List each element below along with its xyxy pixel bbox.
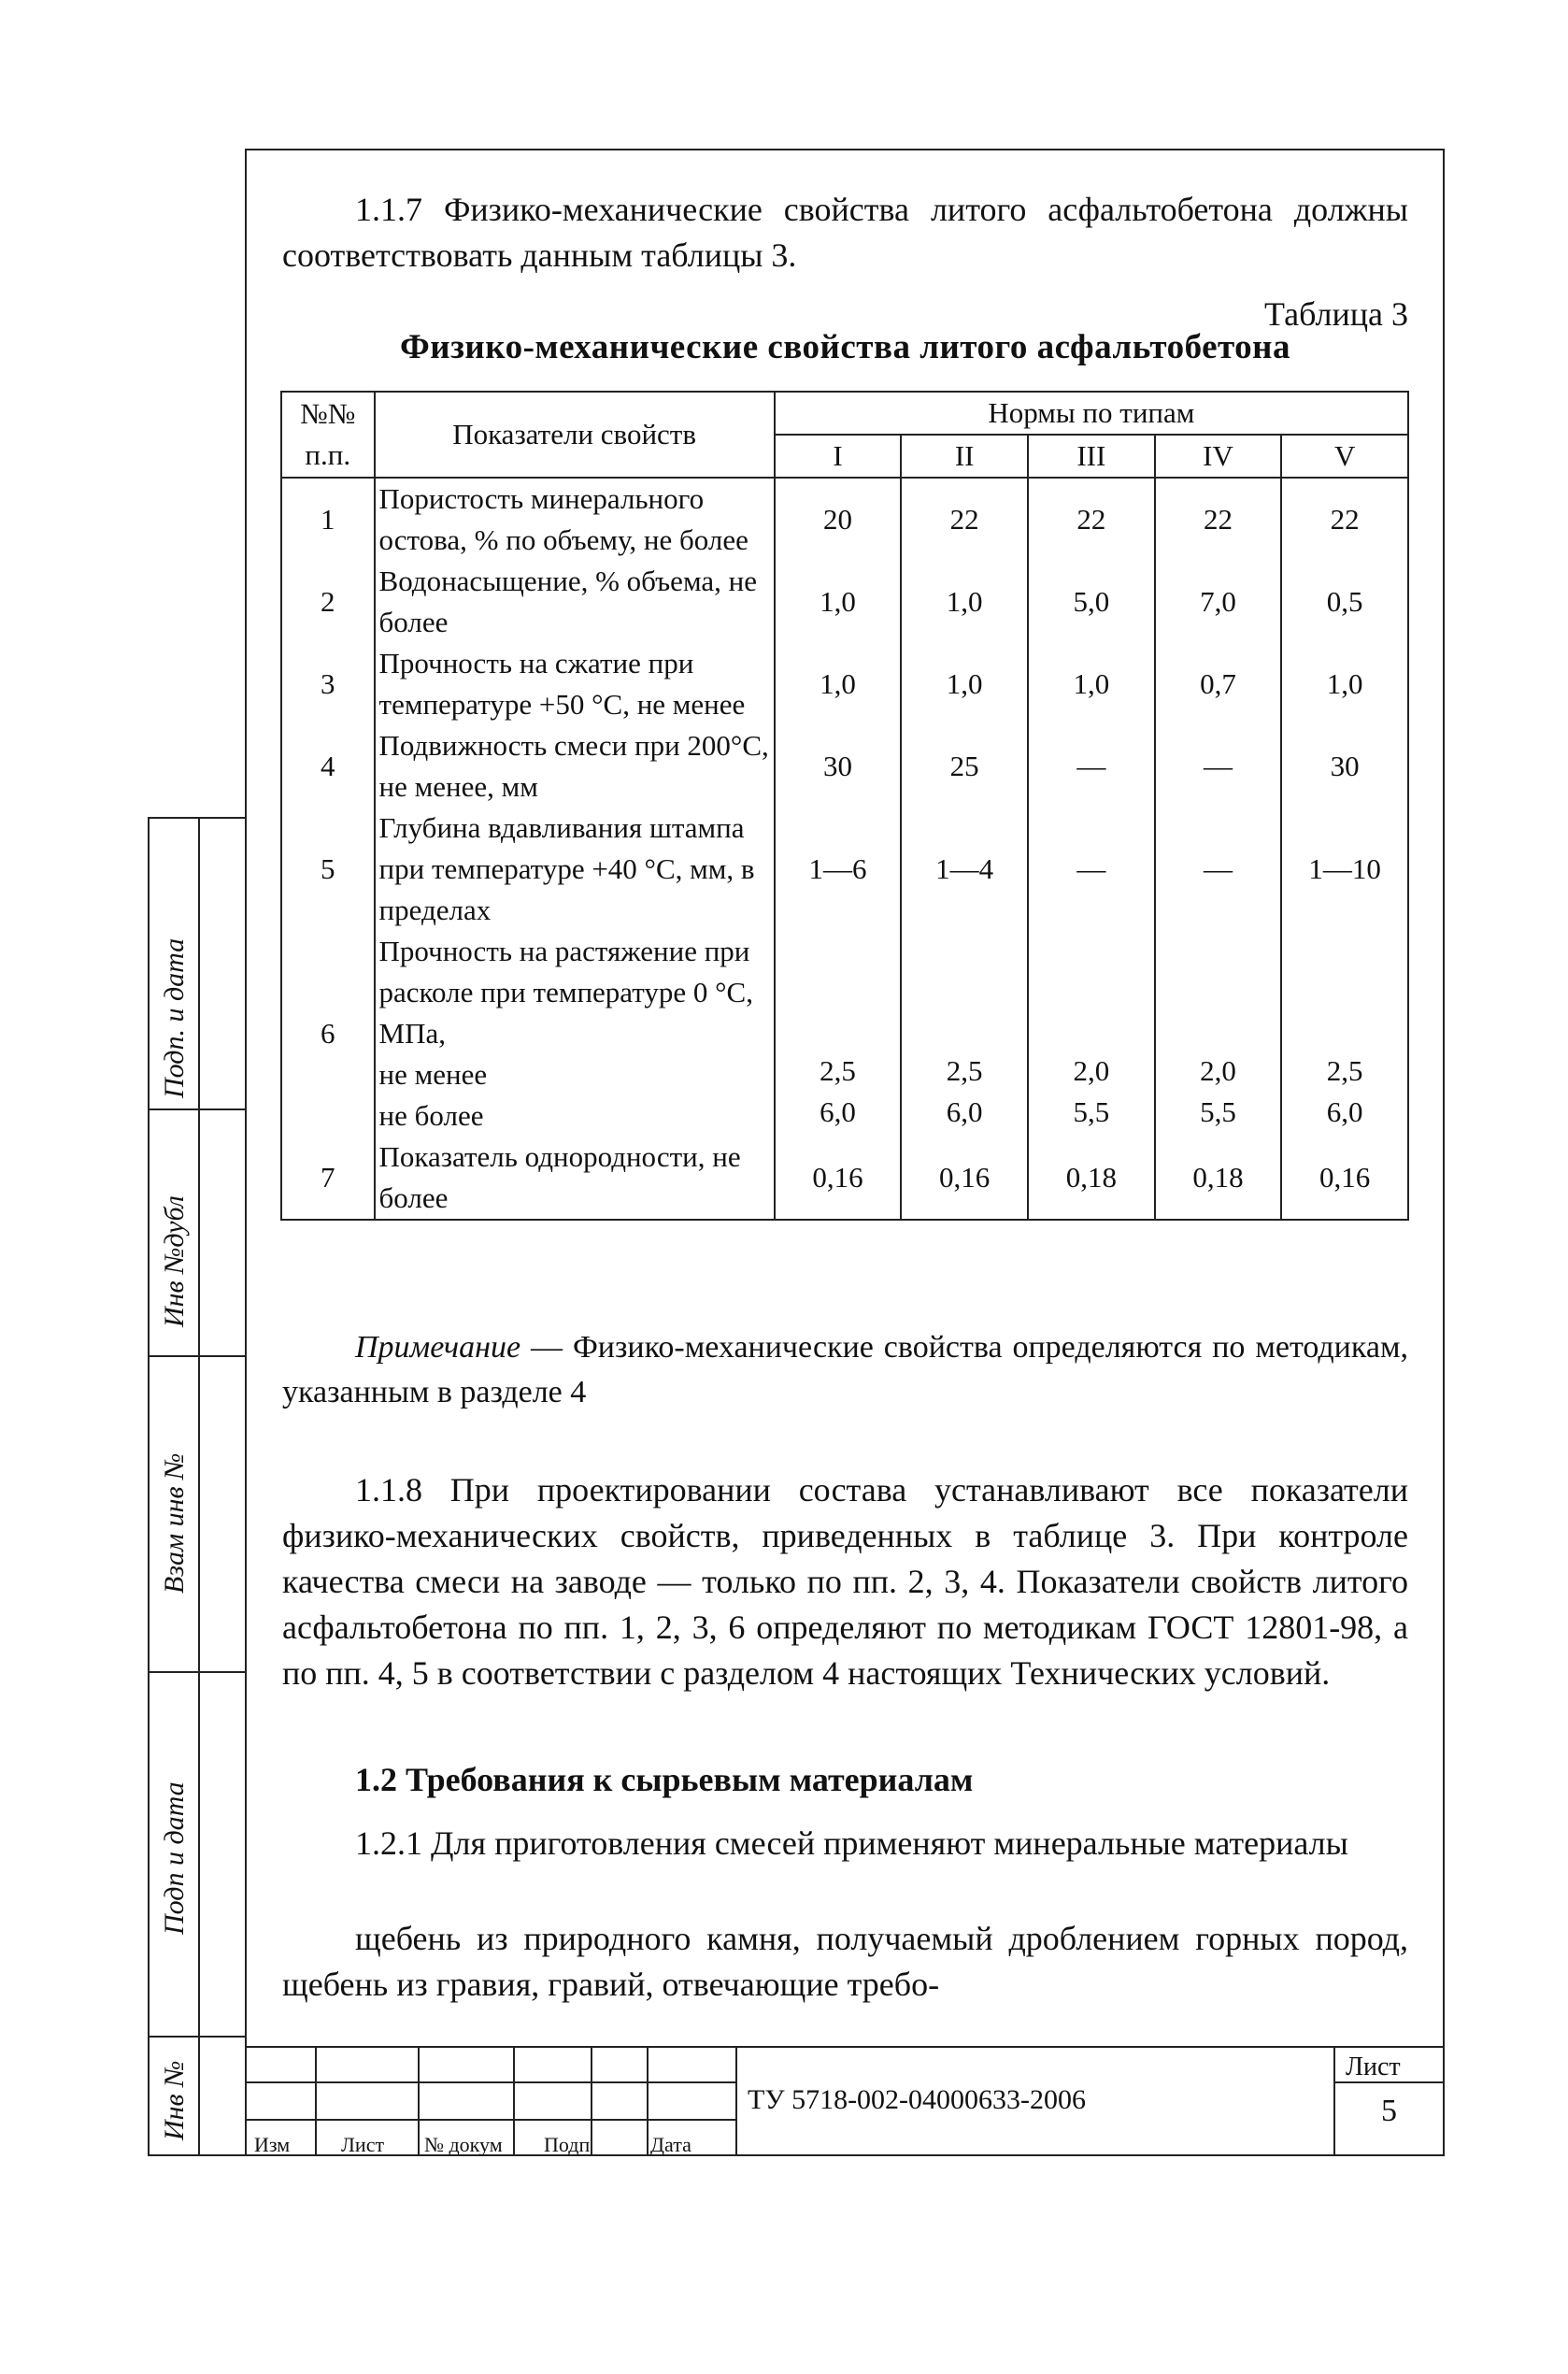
value-cell: 7,0: [1155, 561, 1282, 643]
header-type-4: IV: [1155, 435, 1282, 478]
row-number: 6: [281, 931, 375, 1137]
header-num: №№ п.п.: [281, 392, 375, 478]
value-cell: —: [1155, 725, 1282, 808]
header-type-3: III: [1028, 435, 1155, 478]
value-cell: 1,0: [775, 561, 902, 643]
value-cell: 25: [901, 725, 1028, 808]
value-cell: 1—4: [901, 808, 1028, 931]
row-property: Показатель однородности, не более: [375, 1137, 775, 1220]
side-label-sign-date-2: Подп и дата: [159, 1781, 190, 1935]
table-row: [281, 643, 1408, 725]
paragraph-1-2-1-text: 1.2.1 Для приготовления смесей применяют минеральные материалы: [355, 1824, 1348, 1862]
table-row: [281, 931, 1408, 1137]
sheet-label: Лист: [1346, 2052, 1401, 2081]
table-caption: Таблица 3: [1264, 295, 1408, 333]
tb-col-sheet: Лист: [341, 2133, 385, 2156]
paragraph-1-2-1-continued-text: щебень из природного камня, получаемый дроблением горных пород, щебень из гравия, гравий, отвечающие требо-: [282, 1920, 1408, 2003]
header-properties: Показатели свойств: [375, 392, 775, 478]
row-property: [375, 931, 775, 1137]
value-cell: —: [1028, 808, 1155, 931]
table-row: [281, 725, 1408, 808]
value-min: 2,5: [820, 1054, 856, 1087]
value-cell: 30: [1281, 725, 1408, 808]
value-cell: 1,0: [1281, 643, 1408, 725]
value-cell: 0,16: [1281, 1137, 1408, 1220]
row-number: 4: [281, 725, 375, 808]
tb-col-date: Дата: [650, 2133, 691, 2156]
sheet-number: 5: [1381, 2094, 1397, 2128]
value-min: 2,0: [1073, 1054, 1110, 1087]
value-cell: 5,0: [1028, 561, 1155, 643]
value-cell: 1,0: [1028, 643, 1155, 725]
value-min: 2,0: [1200, 1054, 1236, 1087]
side-label-replace-inventory: Взам инв №: [159, 1452, 190, 1594]
value-cell: 20: [775, 478, 902, 561]
paragraph-1-2-1-continued: [282, 1916, 1408, 2008]
value-min: 2,5: [946, 1054, 983, 1087]
value-cell: 22: [1281, 478, 1408, 561]
table-row: [281, 478, 1408, 561]
tb-col-doc-number: № докум: [424, 2133, 503, 2156]
row-property: Водонасыщение, % объема, не более: [375, 561, 775, 643]
row-property-max: не более: [378, 1099, 484, 1132]
side-label-sign-date: Подп. и дата: [159, 937, 190, 1098]
row-property: Глубина вдавливания штампа при температуре +40 °С, мм, в пределах: [375, 808, 775, 931]
value-cell: [1281, 931, 1408, 1137]
header-type-1: I: [775, 435, 902, 478]
table-row: [281, 808, 1408, 931]
header-type-2: II: [901, 435, 1028, 478]
paragraph-1-1-8: [282, 1467, 1408, 1696]
value-cell: —: [1028, 725, 1155, 808]
value-cell: 1—6: [775, 808, 902, 931]
table-note: [282, 1325, 1408, 1415]
note-label: Примечание: [355, 1330, 521, 1365]
value-cell: 0,5: [1281, 561, 1408, 643]
paragraph-1-1-7: [282, 187, 1408, 279]
value-max: 6,0: [946, 1095, 983, 1128]
row-property: Пористость минерального остова, % по объему, не более: [375, 478, 775, 561]
value-cell: [901, 931, 1028, 1137]
value-cell: 1—10: [1281, 808, 1408, 931]
note-text: — Физико-механические свойства определяются по методикам, указанным в разделе 4: [282, 1330, 1408, 1409]
value-cell: 22: [1028, 478, 1155, 561]
tb-col-signature: Подп: [544, 2133, 591, 2156]
value-cell: [775, 931, 902, 1137]
value-cell: 1,0: [901, 561, 1028, 643]
table-row: [281, 561, 1408, 643]
value-cell: 30: [775, 725, 902, 808]
value-cell: 1,0: [775, 643, 902, 725]
header-type-5: V: [1281, 435, 1408, 478]
value-cell: [1028, 931, 1155, 1137]
value-cell: 0,18: [1155, 1137, 1282, 1220]
value-max: 6,0: [1326, 1095, 1363, 1128]
table-title: Физико-механические свойства литого асфальтобетона: [399, 328, 1291, 366]
section-heading: 1.2 Требования к сырьевым материалам: [355, 1761, 974, 1798]
tb-col-change: Изм: [254, 2133, 291, 2156]
row-property: Подвижность смеси при 200°С, не менее, мм: [375, 725, 775, 808]
row-number: 5: [281, 808, 375, 931]
properties-table: [280, 391, 1409, 1221]
document-code: ТУ 5718-002-04000633-2006: [748, 2084, 1087, 2115]
value-max: 6,0: [820, 1095, 856, 1128]
value-max: 5,5: [1200, 1095, 1236, 1128]
value-cell: 22: [901, 478, 1028, 561]
row-property-min: не менее: [378, 1058, 488, 1091]
paragraph-1-1-8-text: 1.1.8 При проектировании состава устанавливают все показатели физико-механических свойств, приведенных в таблице 3. При контроле качества смеси на заводе — только по пп. 2, 3, 4. Показатели свойств литого асфальтобетона по пп. 1, 2, 3, 6 определяют по методикам ГОСТ 12801-98, а по пп. 4, 5 в соответствии с разделом 4 настоящих Технических условий.: [282, 1471, 1408, 1692]
value-cell: —: [1155, 808, 1282, 931]
paragraph-1-2-1: [282, 1821, 1408, 1866]
value-cell: 22: [1155, 478, 1282, 561]
row-number: 7: [281, 1137, 375, 1220]
value-cell: 0,16: [901, 1137, 1028, 1220]
value-cell: 0,7: [1155, 643, 1282, 725]
row-number: 3: [281, 643, 375, 725]
row-property: Прочность на сжатие при температуре +50 °С, не менее: [375, 643, 775, 725]
value-cell: [1155, 931, 1282, 1137]
value-cell: 1,0: [901, 643, 1028, 725]
value-min: 2,5: [1326, 1054, 1363, 1087]
row-number: 1: [281, 478, 375, 561]
value-max: 5,5: [1073, 1095, 1110, 1128]
side-label-inventory: Инв №: [159, 2060, 190, 2140]
value-cell: 0,18: [1028, 1137, 1155, 1220]
row-number: 2: [281, 561, 375, 643]
paragraph-1-1-7-text: 1.1.7 Физико-механические свойства литого асфальтобетона должны соответствовать данным таблицы 3.: [282, 191, 1408, 274]
side-label-dup-inventory: Инв №дубл: [159, 1195, 190, 1327]
table-row: [281, 1137, 1408, 1220]
header-norms: Нормы по типам: [775, 392, 1408, 435]
row-property-main: Прочность на растяжение при расколе при температуре 0 °С, МПа,: [378, 935, 753, 1050]
value-cell: 0,16: [775, 1137, 902, 1220]
